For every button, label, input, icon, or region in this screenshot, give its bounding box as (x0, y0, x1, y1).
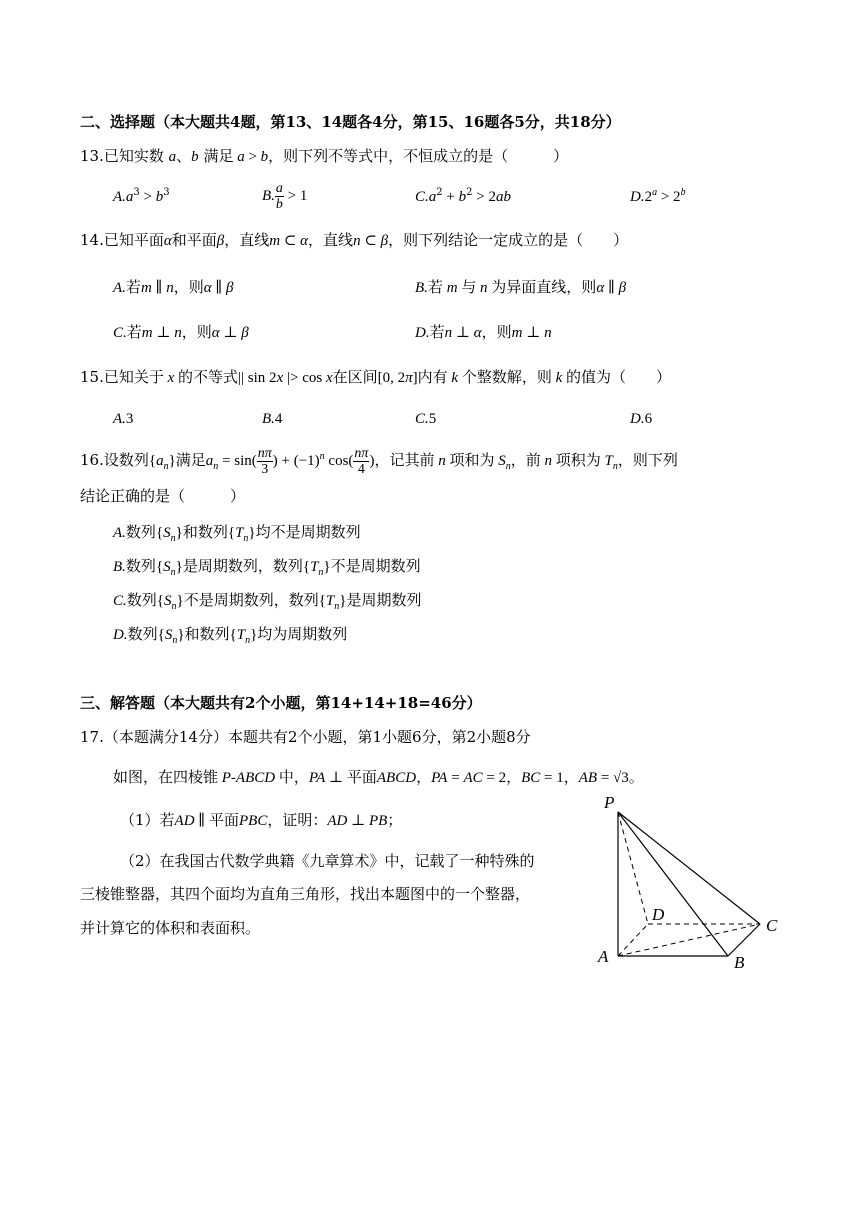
q17-part2-line1: （2）在我国古代数学典籍《九章算术》中，记载了一种特殊的 (120, 852, 535, 870)
q16-option-d: D.数列$\{S_n\}$和数列$\{T_n\}$均为周期数列 (113, 625, 348, 646)
edge-pb (618, 812, 728, 956)
label-a: A (598, 947, 609, 966)
q17-part2-line3: 并计算它的体积和表面积。 (80, 919, 261, 937)
edge-ad (618, 924, 648, 956)
q15-stem: 15.已知关于 x 的不等式|| sin 2x |> cos x在区间[0, 2π]内有 k 个整数解，则 k 的值为（ ） (80, 368, 672, 386)
q13-option-b: B. $\frac{a}{b}$ > 1 (262, 180, 308, 212)
q14-option-a: A.若m ∥ n，则α ∥ β (113, 278, 234, 296)
q13-stem-prefix: 13.已知实数 (80, 147, 164, 165)
q16-option-a: A.数列$\{S_n\}$和数列$\{T_n\}$均不是周期数列 (113, 523, 361, 544)
label-c: C (766, 916, 778, 935)
q14-option-d: D.若n ⊥ α，则m ⊥ n (415, 323, 552, 341)
q15-option-b: B.4 (262, 411, 283, 427)
edge-bc (728, 924, 760, 956)
q14-stem: 14.已知平面α和平面β，直线m ⊂ α，直线n ⊂ β，则下列结论一定成立的是（ ） (80, 231, 629, 249)
q17-header: 17.（本题满分14分）本题共有2个小题，第1小题6分，第2小题8分 (80, 728, 531, 746)
q16-stem: 16.设数列$\{a_n\}$满足$a_n = \sin$( $\frac{n\pi}{3}$ ) + $(-1)^n$ cos( $\frac{n\pi}{4}$ )，记其前 n 项和为 $S_n$，前 n 项积为 $T_n$，则下列 (80, 445, 678, 477)
label-d: D (652, 905, 665, 924)
q13-stem-mid: 满足 (203, 147, 234, 165)
pyramid-figure (590, 790, 800, 980)
q13-stem: 13.已知实数 a、b 满足 a > b，则下列不等式中，不恒成立的是（ ） (80, 147, 569, 165)
q13-option-c: $C.a^2 + b^2 > 2ab$ (415, 187, 511, 205)
section3-heading: 三、解答题（本大题共有2个小题，第14+14+18=46分） (80, 694, 482, 712)
q13-option-d: $D.2^a > 2^b$ (630, 187, 686, 205)
q14-option-c: C.若m ⊥ n，则α ⊥ β (113, 323, 249, 341)
q15-option-d: D.6 (630, 411, 653, 427)
q17-part1: （1）若AD ∥ 平面PBC，证明：AD ⊥ PB； (120, 811, 403, 829)
q17-given: 如图，在四棱锥 P-ABCD 中，PA ⊥ 平面ABCD，PA = AC = 2，BC = 1，AB = √3。 (113, 768, 644, 786)
q15-option-c: C.5 (415, 411, 437, 427)
edge-ac (618, 924, 760, 956)
label-p: P (604, 793, 615, 812)
edge-pc (618, 812, 760, 924)
section2-heading: 二、选择题（本大题共4题，第13、14题各4分，第15、16题各5分，共18分） (80, 113, 621, 131)
q15-option-a: A.3 (113, 411, 134, 427)
q16-stem-line2: 结论正确的是（ ） (80, 487, 246, 505)
q16-option-c: C.数列$\{S_n\}$不是周期数列，数列$\{T_n\}$是周期数列 (113, 591, 422, 612)
label-b: B (734, 953, 745, 972)
q14-option-b: B.若 m 与 n 为异面直线，则α ∥ β (415, 278, 627, 296)
q13-stem-suffix: ，则下列不等式中，不恒成立的是（ ） (268, 147, 569, 165)
edge-pd (618, 812, 648, 924)
q16-option-b: B.数列$\{S_n\}$是周期数列，数列$\{T_n\}$不是周期数列 (113, 557, 421, 578)
q13-option-a: $A.a^3 > b^3$ (113, 187, 170, 205)
q17-part2-line2: 三棱锥整器，其四个面均为直角三角形，找出本题图中的一个整器， (80, 885, 531, 903)
